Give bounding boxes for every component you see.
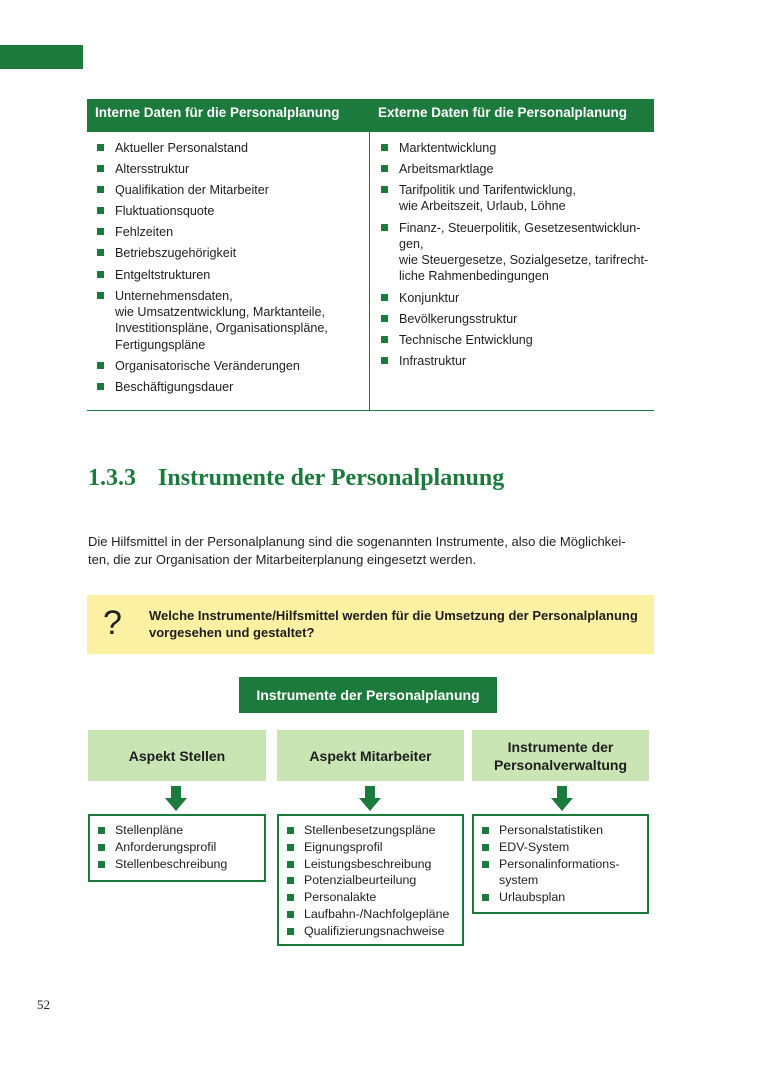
list-item (97, 224, 369, 240)
list-item (381, 140, 654, 156)
list-item-text: Konjunktur (399, 290, 460, 305)
list-item (97, 161, 369, 177)
list-item (287, 822, 456, 839)
list-item-text: system (499, 873, 539, 888)
bullet-square-icon (381, 336, 388, 343)
internal-data-column (87, 132, 370, 410)
bullet-square-icon (97, 249, 104, 256)
list-item (381, 353, 654, 369)
list-item (97, 140, 369, 156)
list-item-text: Investitionspläne, Organisationspläne, (115, 321, 328, 336)
list-item (482, 822, 641, 839)
list-item (381, 220, 654, 285)
list-item-text: Personalstatistiken (499, 823, 603, 837)
bullet-square-icon (482, 861, 489, 868)
list-item (287, 923, 456, 940)
bullet-square-icon (97, 271, 104, 278)
list-item (381, 311, 654, 327)
planning-data-table (87, 99, 654, 411)
bullet-square-icon (97, 292, 104, 299)
bullet-square-icon (381, 224, 388, 231)
list-item (287, 839, 456, 856)
list-item (97, 203, 369, 219)
list-item-text: wie Arbeitszeit, Urlaub, Löhne (399, 199, 566, 214)
bullet-square-icon (97, 186, 104, 193)
list-item (97, 379, 369, 395)
list-item-text: Fluktuationsquote (115, 204, 215, 219)
list-item-text: Infrastruktur (399, 353, 467, 368)
bullet-square-icon (482, 827, 489, 834)
table-body (87, 132, 654, 411)
bullet-square-icon (98, 827, 105, 834)
list-item-text: Laufbahn-/Nachfolgepläne (304, 906, 450, 921)
list-item-text: Unternehmensdaten, (115, 288, 233, 303)
list-item (97, 267, 369, 283)
list-item-text: liche Rahmenbedingungen (399, 269, 549, 284)
bullet-square-icon (287, 877, 294, 884)
list-item-text: Personalakte (304, 890, 377, 905)
list-item (98, 856, 258, 873)
question-box (87, 595, 654, 654)
stellen-items-list (98, 822, 258, 872)
bullet-square-icon (97, 383, 104, 390)
bullet-square-icon (97, 165, 104, 172)
list-item-text: Entgeltstrukturen (115, 267, 211, 282)
list-item-text: Qualifikation der Mitarbeiter (115, 183, 269, 198)
bullet-square-icon (381, 315, 388, 322)
list-item (97, 288, 369, 353)
list-item-text: Leistungsbeschreibung (304, 856, 432, 871)
aspect-heading-text: Aspekt Mitarbeiter (309, 747, 432, 764)
list-item (97, 182, 369, 198)
bullet-square-icon (98, 861, 105, 868)
arrow-down-icon (551, 786, 573, 812)
aspect-personalverwaltung-heading (472, 730, 649, 781)
list-item-text: Bevölkerungsstruktur (399, 311, 518, 326)
bullet-square-icon (287, 861, 294, 868)
bullet-square-icon (287, 844, 294, 851)
section-title: Instrumente der Personalplanung (158, 465, 505, 491)
list-item (482, 856, 641, 890)
intro-paragraph (88, 533, 658, 569)
list-item (287, 906, 456, 923)
list-item (98, 822, 258, 839)
list-item-text: Fehlzeiten (115, 225, 174, 240)
list-item-text: Betriebszugehörigkeit (115, 246, 237, 261)
list-item-text: wie Umsatzentwicklung, Marktanteile, (115, 304, 325, 319)
header-external-data: Externe Daten für die Personalplanung (378, 105, 628, 120)
bullet-square-icon (287, 928, 294, 935)
list-item-text: Arbeitsmarktlage (399, 162, 494, 177)
intro-line: Die Hilfsmittel in der Personalplanung sind die sogenannten Instrumente, also die Möglichkei- (88, 534, 626, 549)
list-item-text: Stellenbeschreibung (115, 856, 228, 871)
list-item (97, 358, 369, 374)
aspect-heading-text: Instrumente der (507, 738, 614, 755)
bullet-square-icon (381, 294, 388, 301)
aspect-heading-text: Personalverwaltung (493, 756, 628, 773)
list-item-text: Qualifizierungsnachweise (304, 923, 445, 938)
list-item-text: Aktueller Personalstand (115, 141, 249, 155)
question-mark-icon: ? (103, 604, 122, 642)
bullet-square-icon (482, 894, 489, 901)
chapter-marker-bar (0, 45, 83, 69)
list-item-text: Altersstruktur (115, 162, 190, 177)
list-item-text: Finanz-, Steuerpolitik, Gesetzesentwicklun- (399, 220, 641, 235)
arrow-down-icon (165, 786, 187, 812)
personalverwaltung-items-box (472, 814, 649, 914)
bullet-square-icon (97, 362, 104, 369)
list-item-text: Marktentwicklung (399, 141, 497, 155)
list-item (287, 889, 456, 906)
arrow-down-icon (359, 786, 381, 812)
bullet-square-icon (482, 844, 489, 851)
bullet-square-icon (381, 165, 388, 172)
list-item-text: Stellenpläne (115, 823, 184, 837)
list-item-text: Anforderungsprofil (115, 839, 217, 854)
list-item-text: Organisatorische Veränderungen (115, 358, 300, 373)
bullet-square-icon (97, 207, 104, 214)
list-item-text: Potenzialbeurteilung (304, 873, 417, 888)
bullet-square-icon (381, 186, 388, 193)
list-item-text: EDV-System (499, 839, 570, 854)
internal-data-list (97, 140, 369, 395)
list-item (381, 182, 654, 215)
list-item-text: Eignungsprofil (304, 839, 383, 854)
header-internal-data: Interne Daten für die Personalplanung (95, 105, 340, 120)
list-item-text: wie Steuergesetze, Sozialgesetze, tarifrecht- (399, 253, 649, 268)
list-item (97, 245, 369, 261)
bullet-square-icon (287, 911, 294, 918)
list-item (287, 856, 456, 873)
aspect-heading-text: Aspekt Stellen (128, 747, 226, 764)
list-item (381, 161, 654, 177)
list-item-text: Beschäftigungsdauer (115, 379, 234, 394)
personalverwaltung-items-list (482, 822, 641, 906)
external-data-list (381, 140, 654, 369)
section-heading (88, 465, 504, 492)
bullet-square-icon (98, 844, 105, 851)
aspect-stellen-heading (88, 730, 266, 781)
list-item-text: gen, (399, 236, 424, 251)
bullet-square-icon (381, 357, 388, 364)
list-item (98, 839, 258, 856)
external-data-column (370, 132, 654, 410)
question-line: vorgesehen und gestaltet? (149, 625, 315, 640)
intro-line: ten, die zur Organisation der Mitarbeiterplanung eingesetzt werden. (88, 552, 477, 567)
bullet-square-icon (287, 827, 294, 834)
aspect-mitarbeiter-heading (277, 730, 464, 781)
list-item-text: Urlaubsplan (499, 890, 566, 905)
mitarbeiter-items-box (277, 814, 464, 946)
bullet-square-icon (287, 894, 294, 901)
mitarbeiter-items-list (287, 822, 456, 940)
list-item (482, 839, 641, 856)
bullet-square-icon (381, 144, 388, 151)
list-item (381, 332, 654, 348)
bullet-square-icon (97, 228, 104, 235)
bullet-square-icon (97, 144, 104, 151)
list-item-text: Personalinformations- (499, 856, 620, 871)
stellen-items-box (88, 814, 266, 882)
list-item (287, 872, 456, 889)
page-number: 52 (37, 997, 50, 1012)
question-line: Welche Instrumente/Hilfsmittel werden für die Umsetzung der Personalplanung (149, 608, 638, 623)
list-item-text: Fertigungspläne (115, 337, 206, 352)
list-item (381, 290, 654, 306)
section-number: 1.3.3 (88, 465, 136, 491)
list-item-text: Stellenbesetzungspläne (304, 823, 436, 837)
list-item-text: Technische Entwicklung (399, 332, 533, 347)
diagram-title: Instrumente der Personalplanung (239, 677, 497, 713)
table-header (87, 99, 654, 132)
question-text (149, 607, 638, 641)
list-item (482, 889, 641, 906)
list-item-text: Tarifpolitik und Tarifentwicklung, (399, 183, 576, 198)
